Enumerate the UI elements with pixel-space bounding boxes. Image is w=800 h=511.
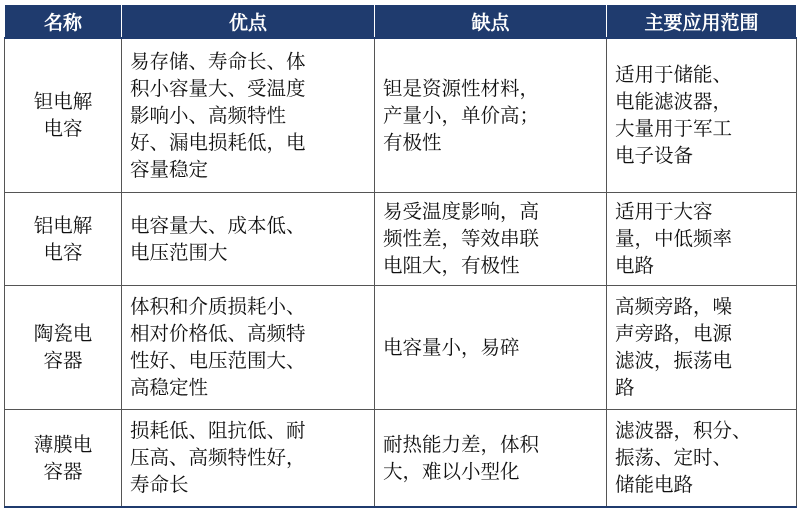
row-usage-cell: 适用于大容 量，中低频率 电路 xyxy=(607,192,797,285)
header-pros: 优点 xyxy=(122,5,375,39)
row-name-cell: 薄膜电 容器 xyxy=(5,409,122,507)
header-name: 名称 xyxy=(5,5,122,39)
capacitor-comparison-table xyxy=(4,4,797,508)
row-cons-cell: 耐热能力差，体积 大，难以小型化 xyxy=(375,409,607,507)
row-pros-cell: 易存储、寿命长、体 积小容量大、受温度 影响小、高频特性 好、漏电损耗低，电 容量稳定 xyxy=(122,38,375,192)
row-usage-cell: 滤波器，积分、 振荡、定时、 储能电路 xyxy=(607,409,797,507)
header-cons: 缺点 xyxy=(375,5,607,39)
header-usage: 主要应用范围 xyxy=(607,5,797,39)
row-pros-cell: 损耗低、阻抗低、耐 压高、高频特性好， 寿命长 xyxy=(122,409,375,507)
row-cons-cell: 电容量小，易碎 xyxy=(375,285,607,409)
table-row xyxy=(5,38,797,192)
row-name-cell: 铝电解 电容 xyxy=(5,192,122,285)
table-row xyxy=(5,285,797,409)
row-name-cell: 钽电解 电容 xyxy=(5,38,122,192)
row-pros-cell: 电容量大、成本低、 电压范围大 xyxy=(122,192,375,285)
row-usage-cell: 高频旁路，噪 声旁路，电源 滤波，振荡电 路 xyxy=(607,285,797,409)
row-cons-cell: 易受温度影响，高 频性差，等效串联 电阻大，有极性 xyxy=(375,192,607,285)
row-name-cell: 陶瓷电 容器 xyxy=(5,285,122,409)
row-cons-cell: 钽是资源性材料， 产量小，单价高； 有极性 xyxy=(375,38,607,192)
table-row xyxy=(5,409,797,507)
row-usage-cell: 适用于储能、 电能滤波器， 大量用于军工 电子设备 xyxy=(607,38,797,192)
table-header-row xyxy=(5,5,797,39)
row-pros-cell: 体积和介质损耗小、 相对价格低、高频特 性好、电压范围大、 高稳定性 xyxy=(122,285,375,409)
table-row xyxy=(5,192,797,285)
